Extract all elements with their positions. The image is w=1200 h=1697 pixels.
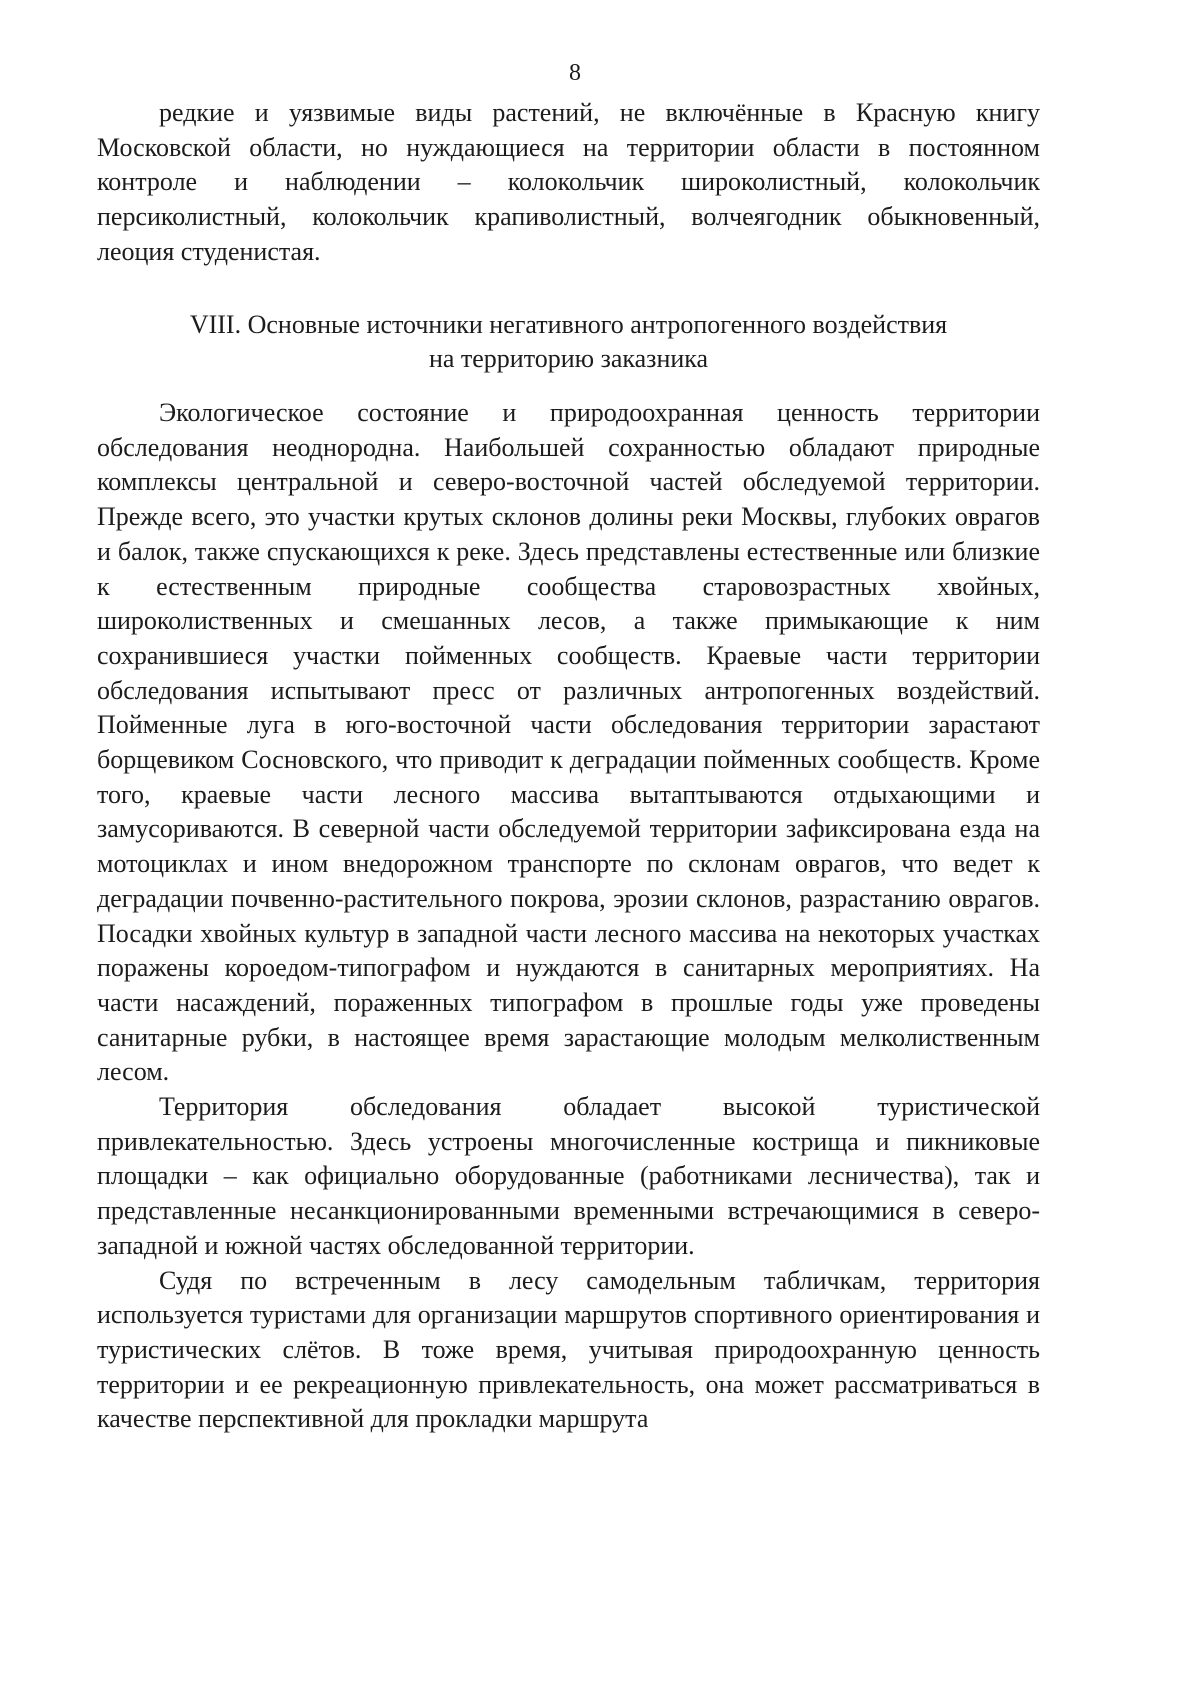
intro-text-block [97, 96, 1040, 270]
section-heading [97, 308, 1040, 376]
section-paragraph-3: Судя по встреченным в лесу самодельным табличкам, территория используется туристами для организации маршрутов спортивного ориентирования и туристических слётов. В тоже время, учитывая природоохранную ценность территории и ее рекреационную привлекательность, она может рассматриваться в качестве перспективной для прокладки маршрута [97, 1265, 1040, 1434]
section-body [97, 396, 1040, 1437]
intro-paragraph: редкие и уязвимые виды растений, не включённые в Красную книгу Московской области, но нуждающиеся на территории области в постоянном контроле и наблюдении – колокольчик широколистный, колокольчик персиколистный, колокольчик крапиволистный, волчеягодник обыкновенный, леоция студенистая. [97, 98, 1040, 266]
section-heading-line-2: на территорию заказника [428, 344, 709, 373]
section-paragraph-2: Территория обследования обладает высокой туристической привлекательностью. Здесь устроены многочисленные кострища и пикниковые площадки – как официально оборудованные (работниками лесничества), так и представленные несанкционированными временными встречающимися в северо-западной и южной частях обследованной территории. [97, 1092, 1040, 1260]
section-heading-line-1: VIII. Основные источники негативного антропогенного воздействия [189, 310, 948, 339]
page-number: 8 [569, 60, 581, 86]
section-paragraph-1: Экологическое состояние и природоохранная ценность территории обследования неоднородна. Наибольшей сохранностью обладают природные комплексы центральной и северо-восточной частей обследуемой территории. Прежде всего, это участки крутых склонов долины реки Москвы, глубоких оврагов и балок, также спускающихся к реке. Здесь представлены естественные или близкие к естественным природные сообщества старовозрастных хвойных, широколиственных и смешанных лесов, а также примыкающие к ним сохранившиеся участки пойменных сообществ. Краевые части территории обследования испытывают пресс от различных антропогенных воздействий. Пойменные луга в юго-восточной части обследования территории зарастают борщевиком Сосновского, что приводит к деградации пойменных сообществ. Кроме того, краевые части лесного массива вытаптываются отдыхающими и замусориваются. В северной части обследуемой территории зафиксирована езда на мотоциклах и ином внедорожном транспорте по склонам оврагов, что ведет к деградации почвенно-растительного покрова, эрозии склонов, разрастанию оврагов. Посадки хвойных культур в западной части лесного массива на некоторых участках поражены короедом-типографом и нуждаются в санитарных мероприятиях. На части насаждений, пораженных типографом в прошлые годы уже проведены санитарные рубки, в настоящее время зарастающие молодым мелколиственным лесом. [97, 398, 1040, 1087]
